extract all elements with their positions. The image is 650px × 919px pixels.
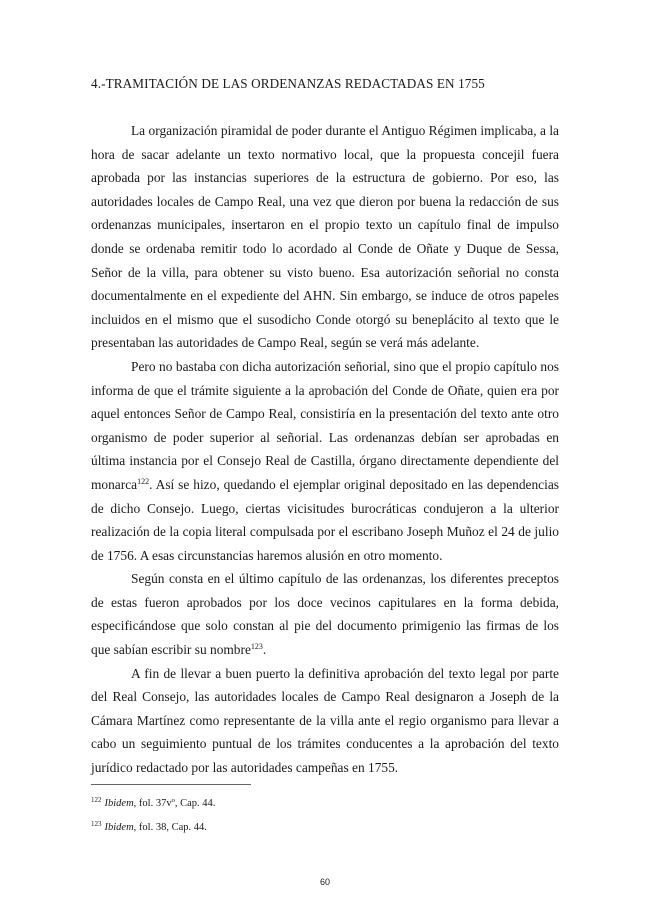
paragraph-3 bbox=[91, 567, 559, 661]
footnote-number: 122 bbox=[91, 796, 102, 804]
paragraph-4: A fin de llevar a buen puerto la definitiva aprobación del texto legal por parte del Real Consejo, las autoridades locales de Campo Real designaron a Joseph de la Cámara Martínez como representante de la villa ante el regio organismo para llevar a cabo un seguimiento puntual de los trámites conducentes a la aprobación del texto jurídico redactado por las autoridades campeñas en 1755. bbox=[91, 665, 559, 776]
paragraph-1: La organización piramidal de poder durante el Antiguo Régimen implicaba, a la hora de sacar adelante un texto normativo local, que la propuesta concejil fuera aprobada por las instancias superiores de la estructura de gobierno. Por eso, las autoridades locales de Campo Real, una vez que dieron por buena la redacción de sus ordenanzas municipales, insertaron en el propio texto un capítulo final de impulso donde se ordenaba remitir todo lo acordado al Conde de Oñate y Duque de Sessa, Señor de la villa, para obtener su visto bueno. Esa autorización señorial no consta documentalmente en el expediente del AHN. Sin embargo, se induce de otros papeles incluidos en el mismo que el susodicho Conde otorgó su beneplácito al texto que le presentaban las autoridades de Campo Real, según se verá más adelante. bbox=[91, 123, 559, 351]
footnote-122 bbox=[91, 796, 215, 809]
paragraph-3-text-after: . bbox=[262, 642, 267, 658]
footnote-number: 123 bbox=[91, 820, 102, 828]
paragraph-3-text-before: Según consta en el último capítulo de las ordenanzas, los diferentes preceptos de estas fueron aprobados por los doce vecinos capitulares en la forma debida, especificándose que solo constan al pie del documento primigenio las firmas de los que sabían escribir su nombre bbox=[91, 571, 559, 658]
paragraph-2-text-before: Pero no bastaba con dicha autorización señorial, sino que el propio capítulo nos informa de que el trámite siguiente a la aprobación del Conde de Oñate, quien era por aquel entonces Señor de Campo Real, consistiría en la presentación del texto ante otro organismo de poder superior al señorial. Las ordenanzas debían ser aprobadas en última instancia por el Consejo Real de Castilla, órgano directamente dependiente del monarca bbox=[91, 358, 559, 492]
footnote-ref-123: 123 bbox=[250, 642, 263, 652]
footnote-citation: , fol. 38, Cap. 44. bbox=[133, 822, 207, 833]
footnote-ref-122: 122 bbox=[137, 476, 150, 486]
footnote-source: Ibidem bbox=[104, 798, 134, 809]
body-text bbox=[91, 119, 559, 780]
footnote-citation: , fol. 37vº, Cap. 44. bbox=[133, 798, 216, 809]
section-heading: 4.-TRAMITACIÓN DE LAS ORDENANZAS REDACTADAS EN 1755 bbox=[91, 76, 485, 91]
paragraph-2-text-after: . Así se hizo, quedando el ejemplar original depositado en las dependencias de dicho Consejo. Luego, ciertas vicisitudes burocráticas condujeron a la ulterior realización de la copia literal compulsada por el escribano Joseph Muñoz el 24 de julio de 1756. A esas circunstancias haremos alusión en otro momento. bbox=[91, 476, 559, 563]
footnote-source: Ibidem bbox=[104, 822, 134, 833]
footnote-separator bbox=[91, 784, 251, 785]
footnote-123 bbox=[91, 820, 207, 833]
page-number: 60 bbox=[319, 877, 330, 887]
paragraph-2 bbox=[91, 355, 559, 567]
